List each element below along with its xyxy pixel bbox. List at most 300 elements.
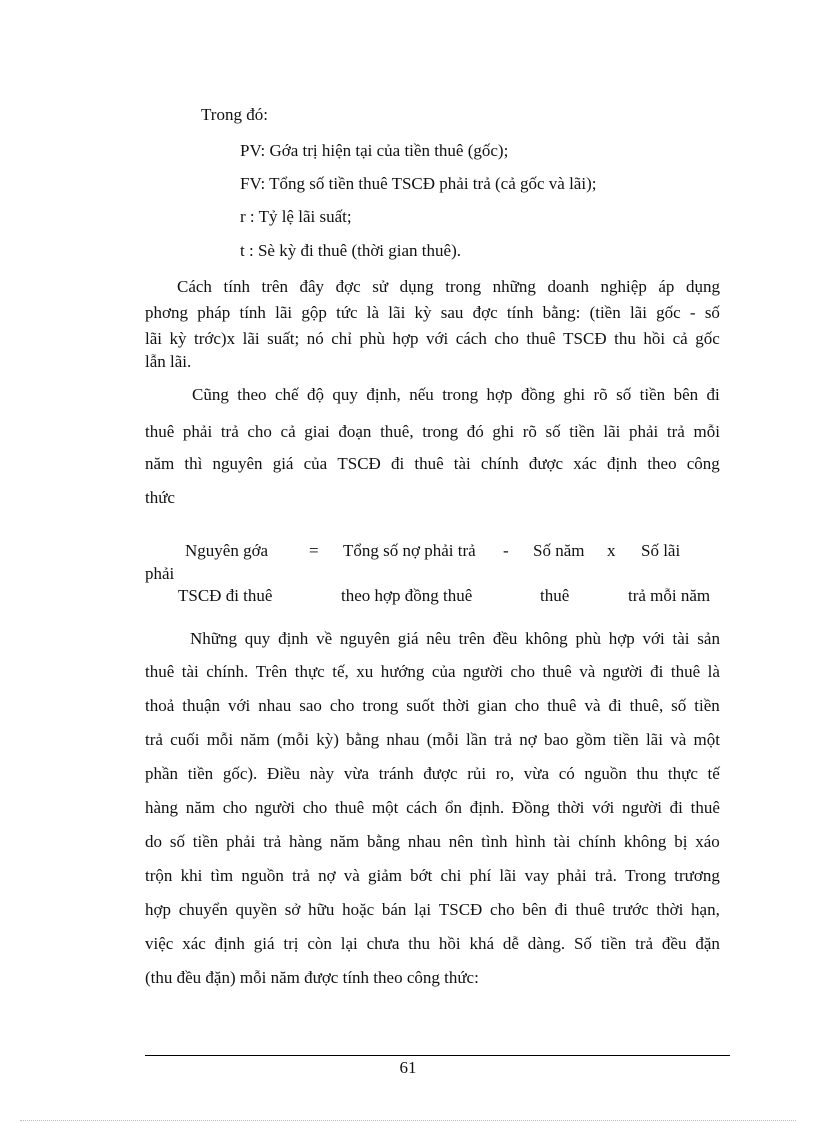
word: đi [650, 662, 664, 681]
footer-rule [145, 1055, 730, 1056]
word: lãi [499, 866, 517, 885]
page-number: 61 [399, 1058, 417, 1077]
word: vay [524, 866, 550, 885]
word: sử [372, 277, 389, 296]
word: dụng [686, 277, 720, 296]
word: tiền [192, 832, 219, 851]
word: trả [666, 422, 685, 441]
word: phù [359, 329, 385, 348]
word: thuận [182, 696, 221, 715]
word: của [431, 662, 456, 681]
word: này [309, 764, 335, 783]
word: nợ [318, 866, 336, 885]
word: quyền [235, 900, 278, 919]
word: tức [336, 303, 358, 322]
word: cho [510, 662, 535, 681]
word: bằng [346, 730, 380, 749]
word: trong [362, 696, 399, 715]
formula-sub-lease: thuê [540, 586, 570, 605]
word: trị [283, 934, 299, 953]
word: cho [514, 696, 540, 715]
text-line [145, 865, 720, 887]
word: vừa [523, 764, 550, 783]
word: trả [635, 934, 654, 953]
text-line [145, 453, 720, 475]
word: phí [469, 866, 492, 885]
word: cho [302, 798, 328, 817]
word: bán [381, 900, 407, 919]
word: lãi [645, 730, 663, 749]
word: nhau [258, 696, 292, 715]
word: cả [672, 329, 688, 348]
word: nguồn [584, 764, 627, 783]
word: đi [554, 900, 568, 919]
word: độ [306, 385, 324, 404]
word: thu [614, 329, 636, 348]
word: cả [280, 422, 296, 441]
word: số [169, 832, 185, 851]
word: phải [226, 832, 256, 851]
word: thu [408, 934, 431, 953]
word: đi [608, 696, 622, 715]
word: trong [445, 277, 482, 296]
word: chế [274, 385, 299, 404]
word: một [693, 730, 720, 749]
word: hướng [380, 662, 425, 681]
word: cho [490, 900, 515, 919]
word: ghi [492, 422, 515, 441]
word: tế, [332, 662, 349, 681]
word: TSCĐ [337, 454, 381, 473]
word: phần [145, 764, 179, 783]
word: theo [647, 454, 677, 473]
word: dụng [399, 277, 434, 296]
word: lãi [603, 422, 621, 441]
word: trả [494, 730, 512, 749]
word: năm [240, 730, 270, 749]
word: đi [706, 385, 720, 404]
word: nêu [426, 629, 451, 648]
word: đồng [520, 385, 555, 404]
word: bằng [366, 832, 401, 851]
word: Cách [177, 277, 212, 296]
word: lãi [275, 303, 293, 322]
word: lãi [145, 329, 162, 348]
word: giá [272, 454, 294, 473]
word: định [606, 454, 638, 473]
word: kỳ [414, 303, 432, 322]
word: hữu [308, 900, 335, 919]
word: bên [673, 385, 699, 404]
word: thuê [670, 662, 701, 681]
word: nên [448, 832, 474, 851]
text-line: thức [145, 488, 175, 507]
word: xác [182, 934, 206, 953]
word: phơng [145, 303, 188, 322]
word: thu [636, 764, 659, 783]
word: lại [340, 934, 358, 953]
word: phải [629, 422, 659, 441]
word: TSCĐ [438, 900, 483, 919]
word: đây [299, 277, 325, 296]
word: kỳ) [316, 730, 339, 749]
word: chính. [206, 662, 249, 681]
word: cho [494, 329, 519, 348]
text-line [190, 628, 720, 650]
word: mỗi [693, 422, 720, 441]
word: TSCĐ [563, 329, 607, 348]
word: đoạn [338, 422, 372, 441]
word: nghiệp [600, 277, 647, 296]
word: hồi [643, 329, 666, 348]
word: phải [557, 866, 587, 885]
word: đều [492, 629, 518, 648]
word: nhau [407, 832, 441, 851]
definition-fv: FV: Tổng số tiền thuê TSCĐ phải trả (cả gốc và lãi); [240, 174, 597, 193]
word: có [558, 764, 575, 783]
word: tài [453, 454, 471, 473]
word: khi [180, 866, 203, 885]
word: tế [707, 764, 720, 783]
word: giảm [367, 866, 402, 885]
word: chưa [366, 934, 400, 953]
word: ghi [563, 385, 586, 404]
text-line [145, 797, 720, 819]
word: chi [440, 866, 462, 885]
word: không [623, 832, 667, 851]
word: tiền [613, 730, 639, 749]
word: Trên [255, 662, 288, 681]
formula-wrap-text: phải [145, 564, 175, 583]
word: hạn, [691, 900, 720, 919]
text-line [145, 729, 720, 751]
word: xáo [695, 832, 720, 851]
text-line [145, 763, 720, 785]
word: do [145, 832, 162, 851]
text-line [145, 328, 720, 350]
formula-times: x [607, 541, 616, 560]
word: được [528, 454, 564, 473]
word: (tiền [589, 303, 621, 322]
word: cho [222, 798, 248, 817]
formula-sub-annual: trả mỗi năm [628, 586, 711, 605]
word: Những [190, 629, 237, 648]
word: quy [332, 385, 358, 404]
formula-minus: - [503, 541, 509, 560]
word: phải [182, 422, 213, 441]
word: hợp [392, 329, 419, 348]
word: gộp [301, 303, 327, 322]
word: chuyển [178, 900, 228, 919]
word: rõ [522, 422, 537, 441]
word: suốt [406, 696, 435, 715]
word: theo [237, 385, 267, 404]
word: nguồn [241, 866, 284, 885]
word: nó [306, 329, 324, 348]
word: suất; [267, 329, 300, 348]
word: số [671, 696, 687, 715]
text-line [145, 302, 720, 324]
word: một [371, 798, 399, 817]
word: còn [307, 934, 332, 953]
text-line [192, 384, 720, 406]
word: nhau [386, 730, 420, 749]
text-line [145, 695, 720, 717]
word: tính [239, 303, 266, 322]
word: năm [145, 454, 175, 473]
word: áp [658, 277, 675, 296]
word: ổn [444, 798, 462, 817]
word: bao [543, 730, 569, 749]
word: giai [304, 422, 330, 441]
word: thuê [145, 662, 175, 681]
word: đều [661, 934, 687, 953]
word: rõ [593, 385, 608, 404]
word: về [316, 629, 333, 648]
word: đi [390, 454, 405, 473]
word: và [584, 696, 601, 715]
word: trên [458, 629, 486, 648]
word: hàng [145, 798, 179, 817]
word: trả [291, 866, 310, 885]
word: hợp [145, 900, 171, 919]
word: kỳ [169, 329, 187, 348]
word: với [592, 798, 615, 817]
word: người [622, 798, 662, 817]
text-line [145, 661, 720, 683]
word: sao [299, 696, 322, 715]
word: tài [181, 662, 199, 681]
word: trả. [594, 866, 617, 885]
formula-term-years: Số năm [533, 541, 585, 560]
word: năm [185, 798, 216, 817]
word: không [525, 629, 568, 648]
word: Đồng [511, 798, 550, 817]
word: tài [672, 629, 690, 648]
word: người [602, 662, 643, 681]
word: sản [697, 629, 720, 648]
word: cho [247, 422, 272, 441]
word: gian [477, 696, 507, 715]
word: Số [573, 934, 592, 953]
word: trong [442, 385, 479, 404]
word: giá [397, 629, 419, 648]
word: thực [667, 764, 698, 783]
word: người [463, 662, 503, 681]
word: là [707, 662, 720, 681]
word: đợc [335, 277, 361, 296]
formula-sub-asset: TSCĐ đi thuê [178, 586, 273, 605]
formula-term-original-cost: Nguyên gớa [185, 541, 269, 560]
word: tiền [600, 934, 627, 953]
word: trong [422, 422, 459, 441]
word: thời [656, 900, 684, 919]
word: cuối [170, 730, 200, 749]
word: thuê, [380, 422, 414, 441]
word: số [545, 422, 561, 441]
word: trộn [145, 866, 173, 885]
word: là [366, 303, 380, 322]
word: hợp [608, 629, 635, 648]
word: ro, [495, 764, 515, 783]
word: trả [263, 832, 282, 851]
text-line [177, 276, 720, 298]
word: chính [480, 454, 519, 473]
word: và [579, 662, 596, 681]
word: trớc)x [194, 329, 236, 348]
word: thời [557, 798, 585, 817]
word: với [425, 329, 449, 348]
word: trả [220, 422, 239, 441]
word: thì [184, 454, 203, 473]
word: lãi [388, 303, 406, 322]
word: thoả [145, 696, 175, 715]
word: Trong [625, 866, 667, 885]
word: bị [674, 832, 688, 851]
formula-term-total-debt: Tổng số nợ phải trả [343, 541, 476, 560]
word: cho [329, 696, 355, 715]
word: giá [253, 934, 275, 953]
word: tính [223, 277, 250, 296]
word: đó [466, 422, 484, 441]
word: tiền [187, 764, 214, 783]
text-line [145, 421, 720, 443]
word: với [642, 629, 665, 648]
word: thuê [145, 422, 175, 441]
word: thuê [526, 329, 556, 348]
word: định, [366, 385, 401, 404]
word: thuê [547, 696, 577, 715]
word: với [228, 696, 251, 715]
text-line [145, 831, 720, 853]
word: hồi [438, 934, 461, 953]
formula-equals: = [309, 541, 319, 560]
word: định [278, 629, 309, 648]
word: gốc). [222, 764, 258, 783]
text-line [145, 899, 720, 921]
word: của [303, 454, 328, 473]
word: số [704, 303, 720, 322]
word: tình [481, 832, 508, 851]
word: được [423, 764, 458, 783]
word: nguyên [339, 629, 390, 648]
word: dễ [502, 934, 519, 953]
word: tiền [569, 422, 595, 441]
word: nguyên [212, 454, 263, 473]
word: dàng. [527, 934, 566, 953]
word: thuê [334, 798, 365, 817]
word: thuê [575, 900, 605, 919]
word: khá [469, 934, 495, 953]
word: công [686, 454, 720, 473]
word: việc [145, 934, 174, 953]
word: tiền [639, 385, 666, 404]
formula-sub-contract: theo hợp đồng thuê [341, 586, 473, 605]
word: đặn [695, 934, 720, 953]
word: rủi [467, 764, 487, 783]
definition-pv: PV: Gớa trị hiện tại của tiền thuê (gốc); [240, 141, 509, 160]
word: gốc [656, 303, 681, 322]
text-line [145, 933, 720, 955]
word: nợ [519, 730, 537, 749]
word: xu [356, 662, 374, 681]
word: người [255, 798, 295, 817]
word: thời [442, 696, 470, 715]
word: đi [669, 798, 683, 817]
word: chính [578, 832, 617, 851]
definition-t: t : Sè kỳ đi thuê (thời gian thuê). [240, 241, 461, 260]
word: số [616, 385, 632, 404]
word: thuê [690, 798, 720, 817]
word: Điều [266, 764, 300, 783]
word: lãi [242, 329, 260, 348]
word: trên [261, 277, 288, 296]
word: quy [244, 629, 271, 648]
word: tìm [210, 866, 234, 885]
word: sau [440, 303, 464, 322]
word: và [343, 866, 360, 885]
word: phù [575, 629, 601, 648]
word: trước [612, 900, 649, 919]
formula-term-interest: Số lãi [641, 541, 681, 560]
text-line: lẫn lãi. [145, 352, 192, 371]
word: vừa [343, 764, 370, 783]
word: tránh [378, 764, 414, 783]
word: (mỗi [426, 730, 459, 749]
word: năm [329, 832, 360, 851]
word: xác [573, 454, 597, 473]
word: trả [145, 730, 163, 749]
word: đợc [472, 303, 498, 322]
word: doanh [547, 277, 589, 296]
word: những [492, 277, 536, 296]
word: sở [284, 900, 301, 919]
word: mỗi [206, 730, 234, 749]
page-bottom-edge [20, 1120, 796, 1121]
word: hoặc [342, 900, 375, 919]
word: thuê, [629, 696, 664, 715]
word: định [214, 934, 245, 953]
definition-r: r : Tỷ lệ lãi suất; [240, 207, 352, 226]
word: trương [674, 866, 720, 885]
word: thuê [542, 662, 572, 681]
text-line: (thu đều đặn) mỗi năm được tính theo công thức: [145, 968, 479, 987]
word: cách [406, 798, 438, 817]
word: (mỗi [276, 730, 309, 749]
word: tài [553, 832, 571, 851]
word: lại [414, 900, 432, 919]
word: chỉ [331, 329, 352, 348]
word: tiền [694, 696, 720, 715]
word: cách [455, 329, 487, 348]
word: - [689, 303, 696, 322]
word: hàng [288, 832, 323, 851]
word: pháp [197, 303, 231, 322]
word: lần [466, 730, 487, 749]
word: bên [522, 900, 547, 919]
word: bằng: [542, 303, 581, 322]
word: định. [469, 798, 505, 817]
word: nếu [409, 385, 434, 404]
word: bớt [410, 866, 433, 885]
definitions-heading: Trong đó: [201, 105, 268, 124]
word: thuê [414, 454, 444, 473]
word: Cũng [192, 385, 229, 404]
word: hợp [486, 385, 513, 404]
word: gốc [695, 329, 720, 348]
word: và [670, 730, 687, 749]
word: tính [506, 303, 534, 322]
